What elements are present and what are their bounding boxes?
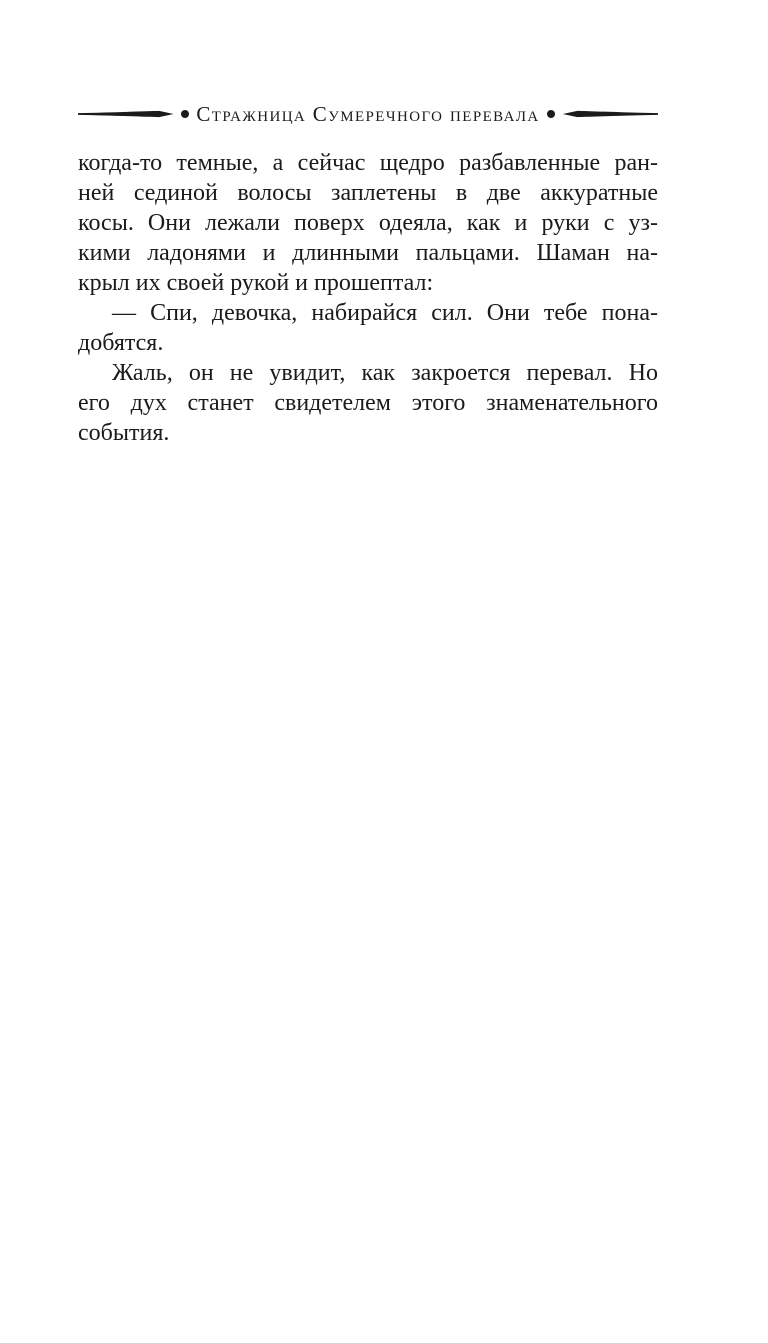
- running-title: Стражница Сумеречного перевала: [196, 101, 540, 126]
- text-line: — Спи, девочка, набирайся сил. Они тебе пона-: [112, 300, 658, 326]
- text-line: крыл их своей рукой и прошептал:: [78, 270, 434, 296]
- text-line: ней сединой волосы заплетены в две аккуратные: [78, 180, 658, 206]
- left-dot-bullet-icon: [181, 110, 189, 118]
- book-page: [0, 102, 768, 448]
- text-line: добятся.: [78, 330, 164, 356]
- text-line: Жаль, он не увидит, как закроется перевал. Но: [112, 360, 658, 386]
- text-line: когда-то темные, а сейчас щедро разбавленные ран-: [78, 150, 658, 176]
- left-tapered-rule-icon: [78, 108, 174, 120]
- text-line: косы. Они лежали поверх одеяла, как и руки с уз-: [78, 210, 658, 236]
- text-line: его дух станет свидетелем этого знаменательного: [78, 390, 658, 416]
- text-line: кими ладонями и длинными пальцами. Шаман на-: [78, 240, 658, 266]
- body-text: [78, 148, 658, 448]
- text-line: события.: [78, 420, 170, 446]
- running-header: [78, 102, 658, 126]
- right-dot-bullet-icon: [547, 110, 555, 118]
- right-tapered-rule-icon: [562, 108, 658, 120]
